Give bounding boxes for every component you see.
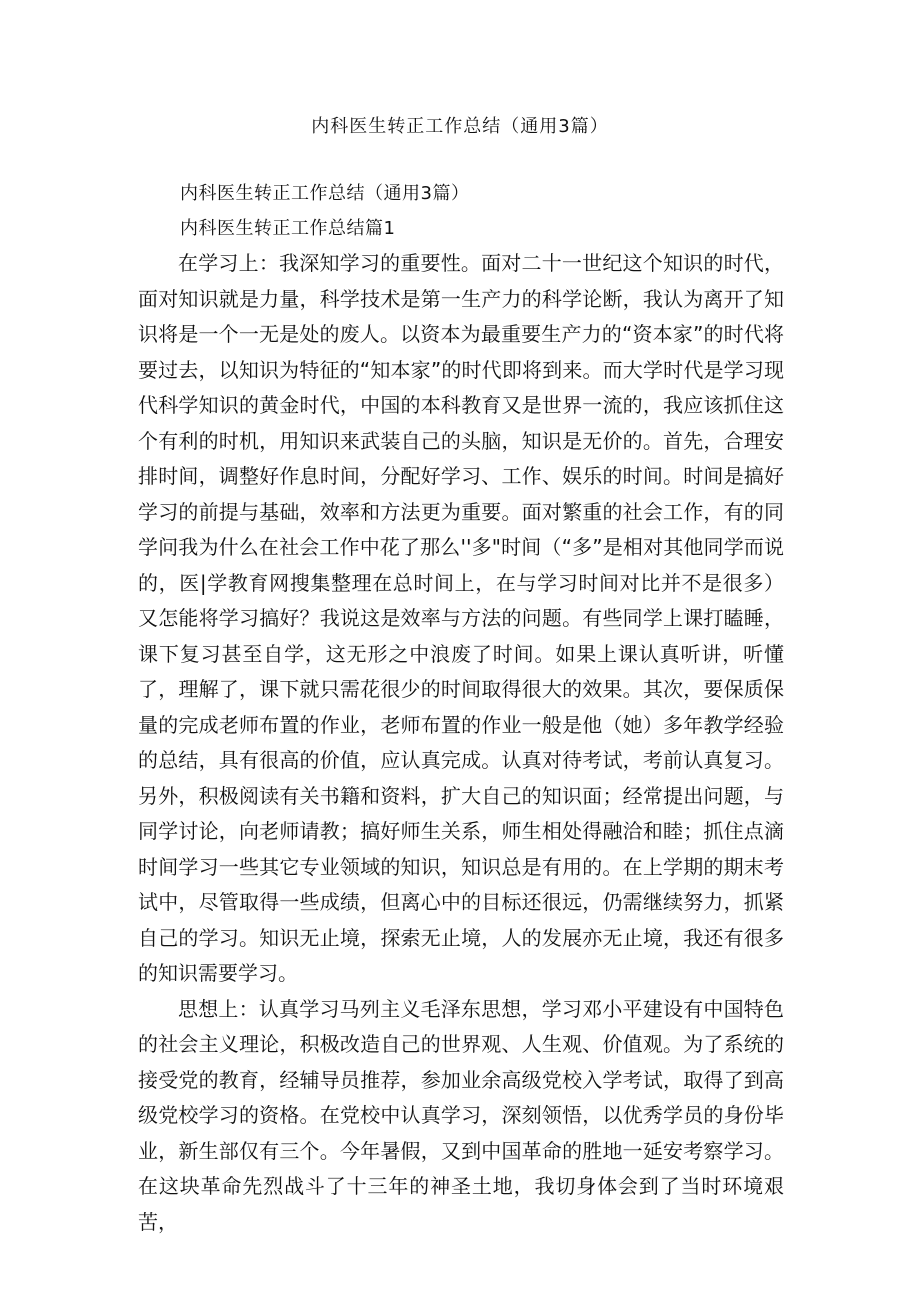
paragraph-study: 在学习上：我深知学习的重要性。面对二十一世纪这个知识的时代，面对知识就是力量，科学技术是第一生产力的科学论断，我认为离开了知识将是一个一无是处的废人。以资本为最重要生产力的“资本家”的时代将要过去，以知识为特征的“知本家”的时代即将到来。而大学时代是学习现代科学知识的黄金时代，中国的本科教育又是世界一流的，我应该抓住这个有利的时机，用知识来武装自己的头脑，知识是无价的。首先，合理安排时间，调整好作息时间，分配好学习、工作、娱乐的时间。时间是搞好学习的前提与基础，效率和方法更为重要。面对繁重的社会工作，有的同学问我为什么在社会工作中花了那么''多"时间（“多”是相对其他同学而说的，医|学教育网搜集整理在总时间上，在与学习时间对比并不是很多）又怎能将学习搞好？我说这是效率与方法的问题。有些同学上课打瞌睡，课下复习甚至自学，这无形之中浪废了时间。如果上课认真听讲，听懂了，理解了，课下就只需花很少的时间取得很大的效果。其次，要保质保量的完成老师布置的作业，老师布置的作业一般是他（她）多年教学经验的总结，具有很高的价值，应认真完成。认真对待考试，考前认真复习。另外，积极阅读有关书籍和资料，扩大自己的知识面；经常提出问题，与同学讨论，向老师请教；搞好师生关系，师生相处得融洽和睦；抓住点滴时间学习一些其它专业领域的知识，知识总是有用的。在上学期的期末考试中，尽管取得一些成绩，但离心中的目标还很远，仍需继续努力，抓紧自己的学习。知识无止境，探索无止境，人的发展亦无止境，我还有很多的知识需要学习。 [138,251,784,985]
section-heading: 内科医生转正工作总结篇1 [180,218,396,239]
document-heading: 内科医生转正工作总结（通用3篇） [180,183,470,204]
document-body [138,246,784,1240]
paragraph-thought: 思想上：认真学习马列主义毛泽东思想，学习邓小平建设有中国特色的社会主义理论，积极改造自己的世界观、人生观、价值观。为了系统的接受党的教育，经辅导员推荐，参加业余高级党校入学考试，取得了到高级党校学习的资格。在党校中认真学习，深刻领悟，以优秀学员的身份毕业，新生部仅有三个。今年暑假，又到中国革命的胜地一延安考察学习。在这块革命先烈战斗了十三年的神圣土地，我切身体会到了当时环境艰苦， [138,996,784,1234]
document-title: 内科医生转正工作总结（通用3篇） [311,116,609,137]
